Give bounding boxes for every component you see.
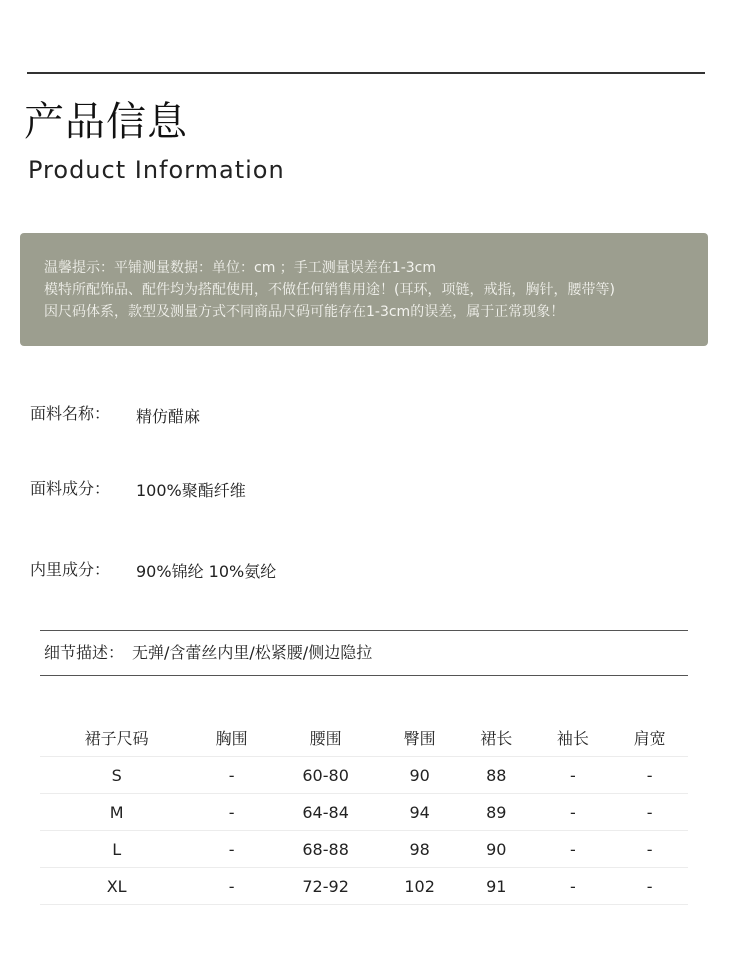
table-cell: XL [40, 868, 193, 905]
table-cell: - [611, 794, 688, 831]
table-cell: 72-92 [270, 868, 381, 905]
table-cell: - [535, 794, 612, 831]
table-row [40, 831, 688, 868]
fabric-composition-label: 面料成分： [30, 479, 111, 498]
header-sleeve-length: 袖长 [535, 718, 612, 757]
table-cell: 91 [458, 868, 535, 905]
table-cell: - [193, 794, 270, 831]
table-cell: 68-88 [270, 831, 381, 868]
fabric-name-label: 面料名称： [30, 404, 111, 423]
notice-line: 因尺码体系，款型及测量方式不同商品尺码可能存在1-3cm的误差，属于正常现象！ [44, 304, 565, 320]
table-cell: - [193, 757, 270, 794]
fabric-name-value: 精仿醋麻 [136, 407, 201, 426]
table-cell: 90 [458, 831, 535, 868]
table-cell: - [611, 868, 688, 905]
table-cell: - [193, 831, 270, 868]
header-bust: 胸围 [193, 718, 270, 757]
header-size: 裙子尺码 [40, 718, 193, 757]
table-cell: - [611, 831, 688, 868]
table-cell: M [40, 794, 193, 831]
table-row [40, 794, 688, 831]
table-cell: 60-80 [270, 757, 381, 794]
table-cell: L [40, 831, 193, 868]
details-value: 无弹/含蕾丝内里/松紧腰/侧边隐拉 [132, 643, 373, 662]
page-subtitle: Product Information [28, 156, 285, 184]
details-row [44, 643, 372, 663]
table-row [40, 757, 688, 794]
size-table-header-row [40, 718, 688, 757]
notice-box [20, 233, 708, 346]
table-cell: 98 [381, 831, 458, 868]
lining-composition-value: 90%锦纶 10%氨纶 [136, 562, 277, 581]
table-cell: 64-84 [270, 794, 381, 831]
table-cell: - [611, 757, 688, 794]
table-cell: - [193, 868, 270, 905]
size-table [40, 718, 688, 905]
details-top-divider [40, 630, 688, 631]
notice-line: 温馨提示：平铺测量数据：单位：cm ；手工测量误差在1-3cm [44, 260, 436, 276]
table-cell: 89 [458, 794, 535, 831]
notice-line: 模特所配饰品、配件均为搭配使用，不做任何销售用途！(耳环，项链，戒指，胸针，腰带等) [44, 282, 615, 298]
page-title: 产品信息 [24, 99, 188, 145]
lining-composition-label: 内里成分： [30, 560, 111, 579]
top-divider [27, 72, 705, 74]
table-cell: 94 [381, 794, 458, 831]
table-cell: 88 [458, 757, 535, 794]
header-hip: 臀围 [381, 718, 458, 757]
fabric-composition-value: 100%聚酯纤维 [136, 481, 246, 500]
table-cell: 102 [381, 868, 458, 905]
table-cell: - [535, 831, 612, 868]
table-row [40, 868, 688, 905]
header-shoulder-width: 肩宽 [611, 718, 688, 757]
details-bottom-divider [40, 675, 688, 676]
table-cell: S [40, 757, 193, 794]
table-cell: - [535, 868, 612, 905]
table-cell: - [535, 757, 612, 794]
header-skirt-length: 裙长 [458, 718, 535, 757]
header-waist: 腰围 [270, 718, 381, 757]
details-label: 细节描述： [44, 643, 125, 662]
table-cell: 90 [381, 757, 458, 794]
